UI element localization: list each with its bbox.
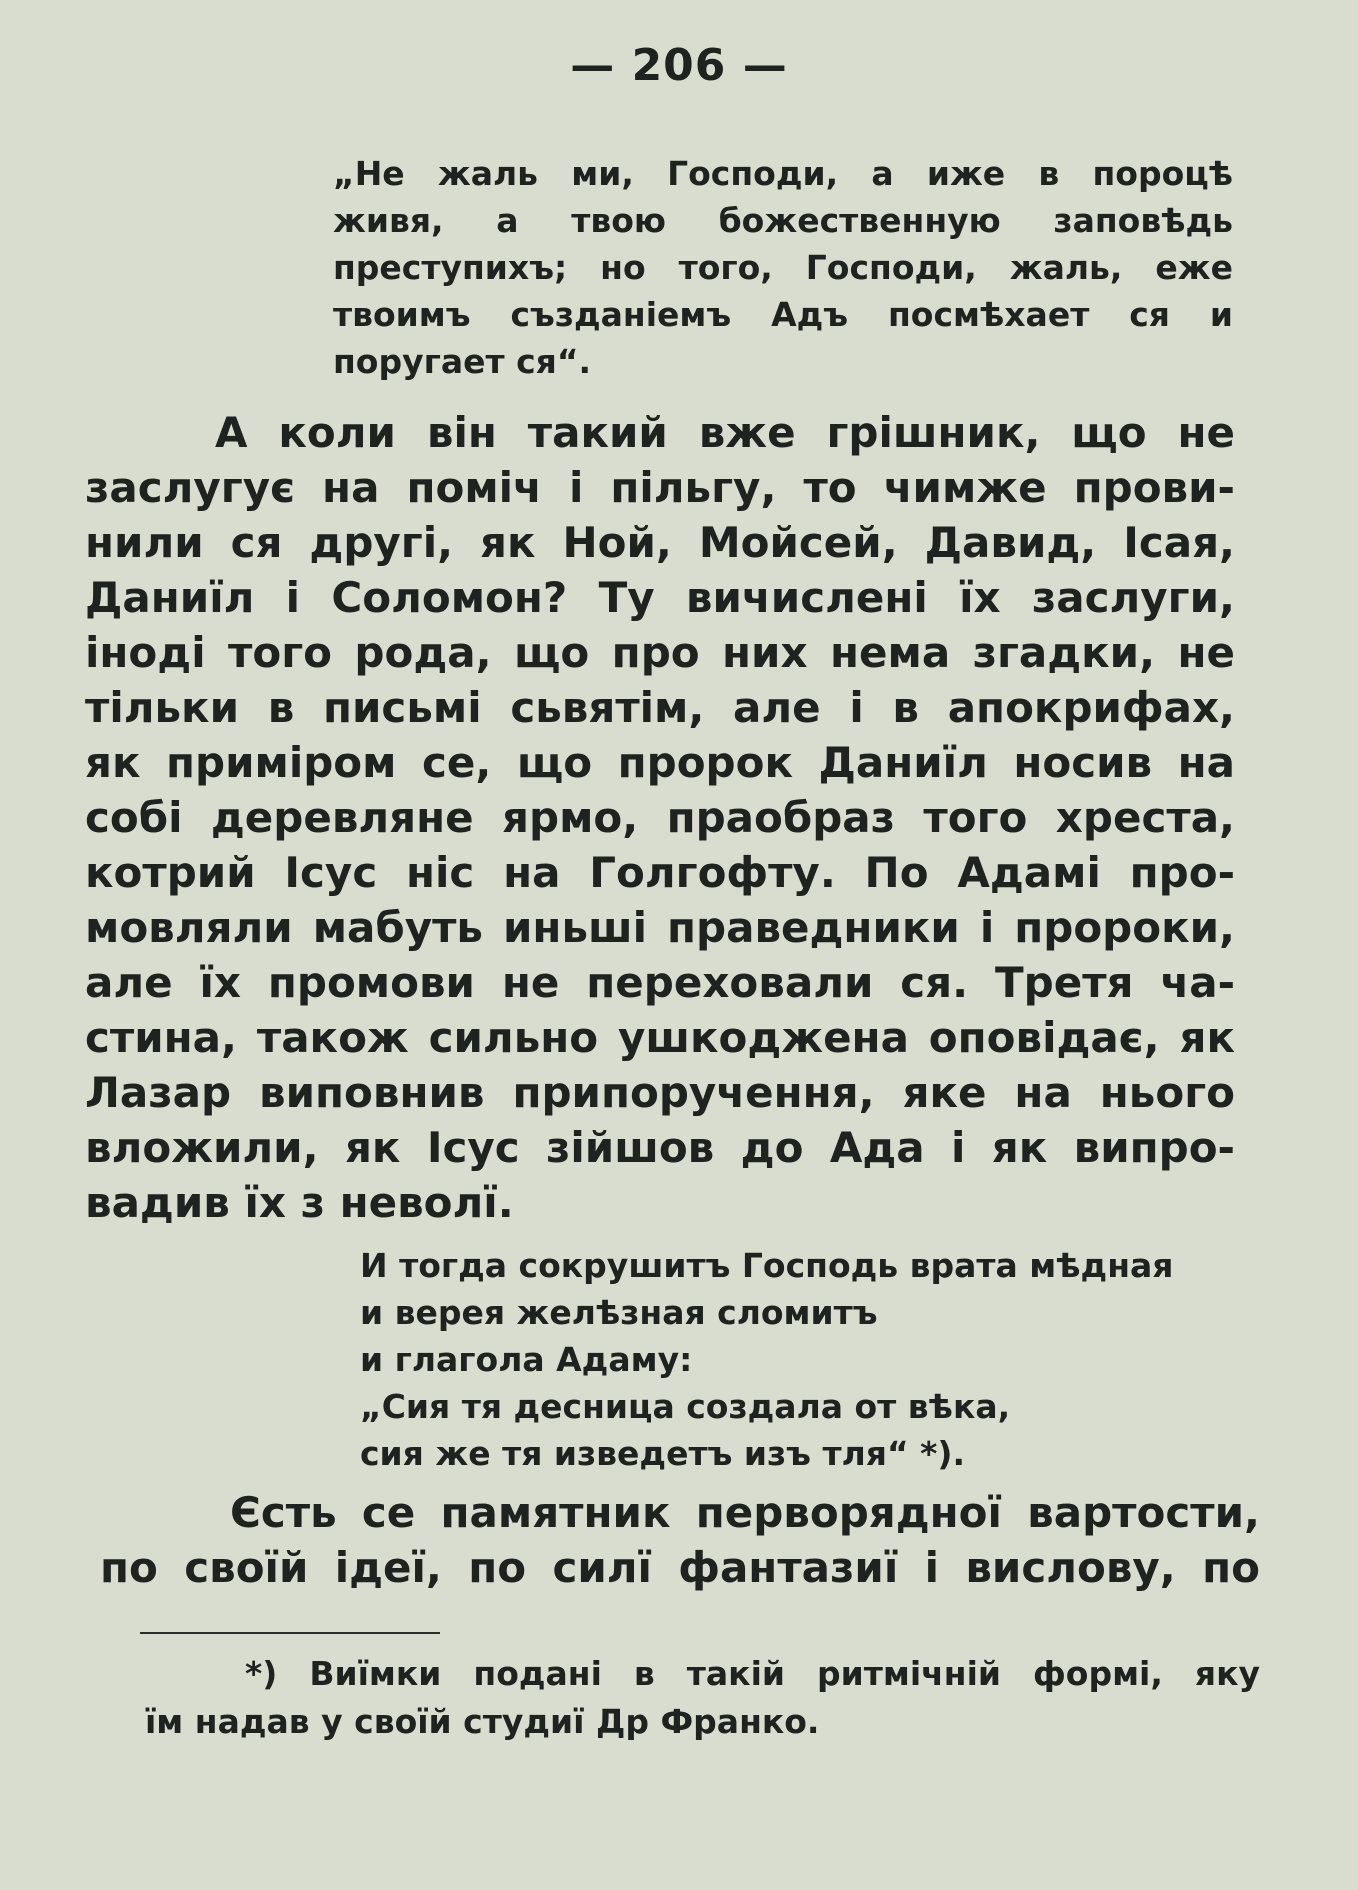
quote1-line: поругает ся“. — [333, 342, 592, 381]
paragraph1-line: стина, також сильно ушкоджена оповідає, як — [85, 1013, 1235, 1062]
paragraph1-line: нили ся другі, як Ной, Мойсей, Давид, Ісая, — [85, 518, 1235, 567]
paragraph1-line: собі деревляне ярмо, праобраз того хреста, — [85, 793, 1235, 842]
footnote-line: *) Виїмки подані в такій ритмічній формі, яку — [245, 1654, 1260, 1693]
paragraph1-line: тільки в письмі сьвятім, але і в апокрифах, — [85, 683, 1235, 732]
page-number: — 206 — — [570, 40, 788, 91]
paragraph-2 — [100, 1485, 1260, 1595]
paragraph1-line: мовляли мабуть иньші праведники і пророки, — [85, 903, 1235, 952]
paragraph1-line: як приміром се, що пророк Даниїл носив на — [85, 738, 1235, 787]
paragraph1-line: Лазар виповнив припоручення, яке на нього — [85, 1068, 1235, 1117]
paragraph2-line: по своїй ідеї, по силї фантазиї і вислову, по — [100, 1543, 1260, 1592]
quote2-line: „Сия тя десница создала от вѣка, — [360, 1387, 1011, 1426]
quote1-line: преступихъ; но того, Господи, жаль, еже — [333, 248, 1233, 287]
paragraph1-line: вадив їх з неволї. — [85, 1178, 514, 1227]
quote-block-1 — [333, 150, 1233, 385]
quote2-line: сия же тя изведетъ изъ тля“ *). — [360, 1434, 966, 1473]
paragraph1-line: іноді того рода, що про них нема згадки, не — [85, 628, 1235, 677]
paragraph1-line: заслугує на поміч і пільгу, то чимже прови- — [85, 463, 1235, 512]
quote1-line: живя, а твою божественную заповѣдь — [333, 201, 1233, 240]
paragraph1-line: вложили, як Ісус зійшов до Ада і як випро- — [85, 1123, 1235, 1172]
paragraph1-line: Даниїл і Соломон? Ту вичислені їх заслуги, — [85, 573, 1235, 622]
footnote-divider — [140, 1632, 440, 1634]
quote1-line: „Не жаль ми, Господи, а иже в пороцѣ — [333, 154, 1233, 193]
paragraph-1 — [85, 405, 1235, 1230]
quote1-line: твоимъ създаніемъ Адъ посмѣхает ся и — [333, 295, 1233, 334]
paragraph1-line: але їх промови не переховали ся. Третя ча- — [85, 958, 1235, 1007]
quote2-line: и глагола Адаму: — [360, 1340, 693, 1379]
quote2-line: И тогда сокрушитъ Господь врата мѣдная — [360, 1246, 1174, 1285]
footnote-line: їм надав у своїй студиї Др Франко. — [145, 1702, 820, 1741]
quote-block-2 — [360, 1242, 1260, 1477]
paragraph1-line: котрий Ісус ніс на Голгофту. По Адамі про- — [85, 848, 1235, 897]
paragraph2-line: Єсть се памятник перворядної вартости, — [230, 1488, 1260, 1537]
quote2-line: и верея желѣзная сломитъ — [360, 1293, 878, 1332]
paragraph1-line: А коли він такий вже грішник, що не — [215, 408, 1235, 457]
footnote — [145, 1650, 1260, 1746]
